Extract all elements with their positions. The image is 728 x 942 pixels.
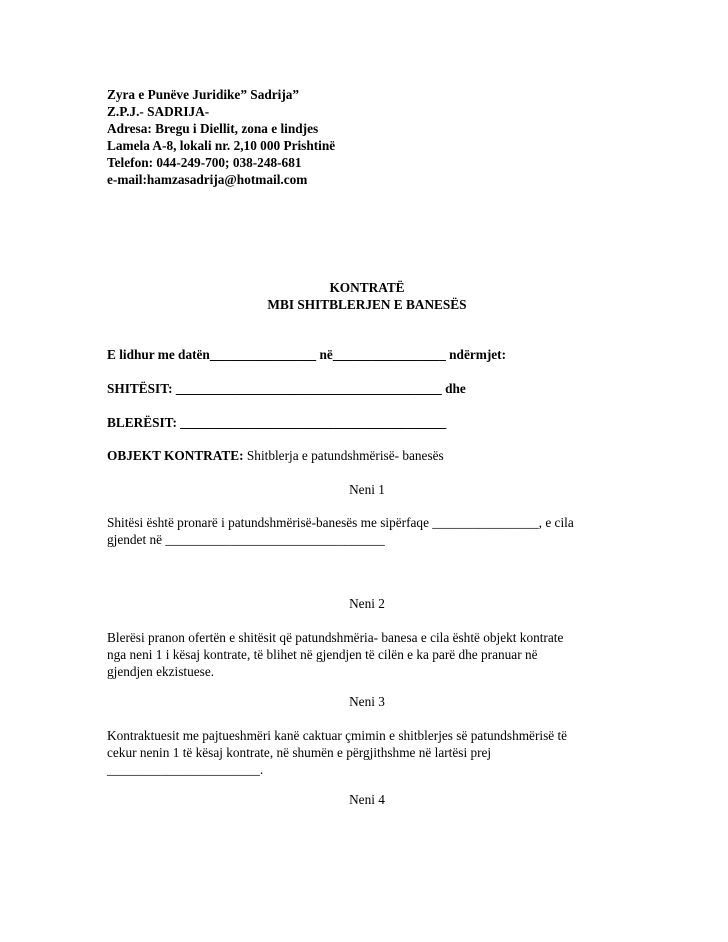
article-text-line: gjendjen ekzistuese. xyxy=(107,664,215,679)
article-heading: Neni 3 xyxy=(349,694,385,709)
address-line: Adresa: Bregu i Diellit, zona e lindjes xyxy=(107,121,319,136)
article-heading: Neni 1 xyxy=(349,482,385,497)
seller-field-line: SHITËSIT: ________________________________________ dhe xyxy=(107,381,466,396)
article-heading: Neni 4 xyxy=(349,792,385,807)
object-line xyxy=(107,448,444,464)
article-text-line: Kontraktuesit me pajtueshmëri kanë caktuar çmimin e shitblerjes së patundshmërisë të xyxy=(107,728,568,743)
buyer-field-line: BLERËSIT: ________________________________________ xyxy=(107,415,447,430)
article-text-line: nga neni 1 i kësaj kontrate, të blihet në gjendjen të cilën e ka parë dhe pranuar në xyxy=(107,647,538,662)
address-line-2: Lamela A-8, lokali nr. 2,10 000 Prishtinë xyxy=(107,138,336,153)
object-value: Shitblerja e patundshmërisë- banesës xyxy=(243,448,444,463)
article-text-line: Shitësi është pronarë i patundshmërisë-banesës me sipërfaqe ________________, e cila xyxy=(107,515,574,530)
article-text-line: _______________________. xyxy=(107,762,264,777)
object-label: OBJEKT KONTRATE: xyxy=(107,448,244,463)
office-name: Zyra e Punëve Juridike” Sadrija” xyxy=(107,87,300,102)
article-text-line: Blerësi pranon ofertën e shitësit që patundshmëria- banesa e cila është objekt kontrate xyxy=(107,630,564,645)
article-heading: Neni 2 xyxy=(349,596,385,611)
date-field-line: E lidhur me datën________________ në_________________ ndërmjet: xyxy=(107,347,507,362)
company-name: Z.P.J.- SADRIJA- xyxy=(107,104,210,119)
email-line: e-mail:hamzasadrija@hotmail.com xyxy=(107,172,308,187)
article-text-line: gjendet në _________________________________ xyxy=(107,532,385,547)
document-subtitle: MBI SHITBLERJEN E BANESËS xyxy=(267,297,467,312)
phone-line: Telefon: 044-249-700; 038-248-681 xyxy=(107,155,302,170)
document-title: KONTRATË xyxy=(329,280,405,295)
article-text-line: cekur nenin 1 të kësaj kontrate, në shumën e përgjithshme në lartësi prej xyxy=(107,745,492,760)
